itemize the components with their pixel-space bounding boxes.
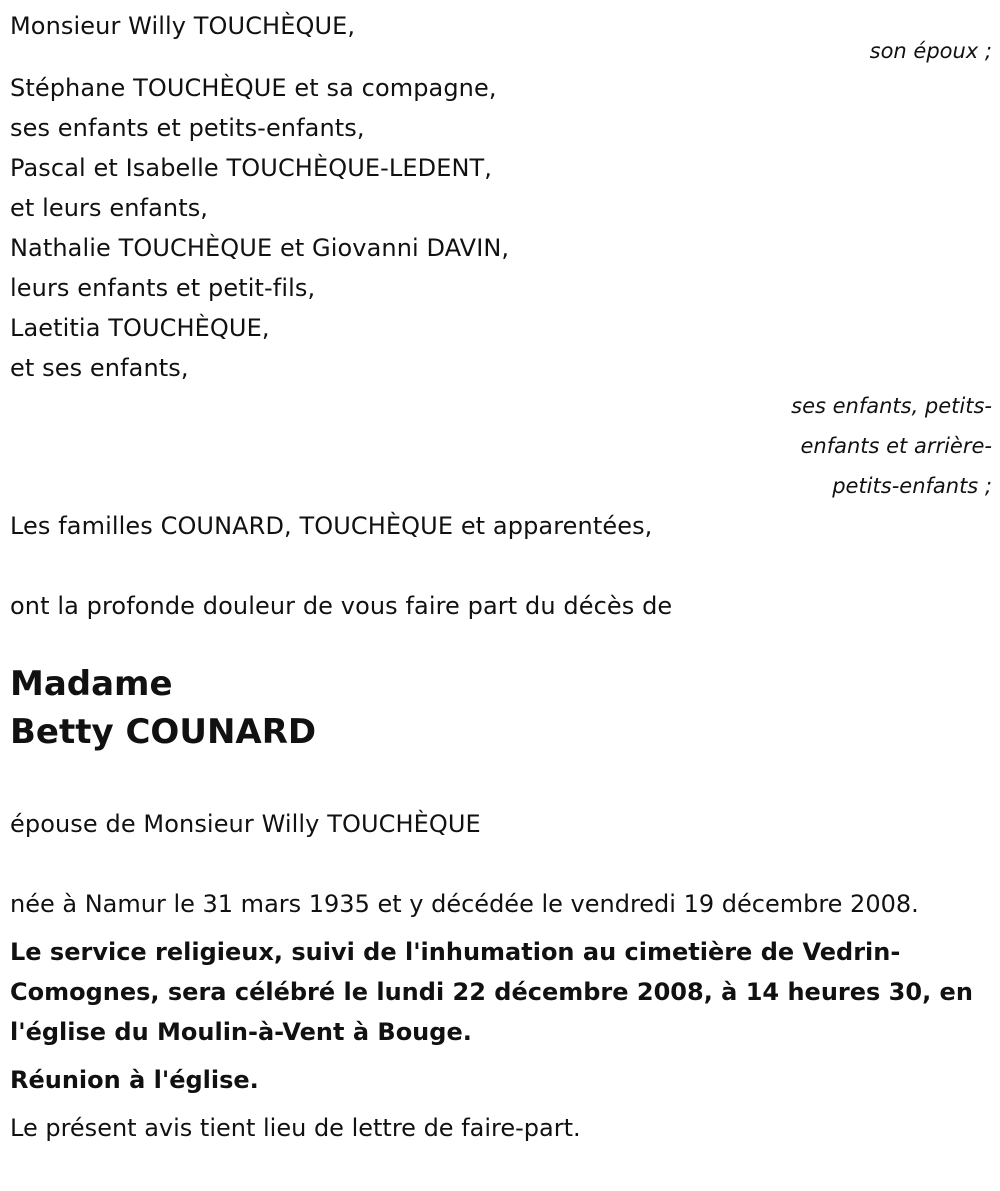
children-role-line: petits-enfants ; [832, 474, 992, 498]
service-paragraph: Le service religieux, suivi de l'inhumation au cimetière de Vedrin-Comognes, sera célébré le lundi 22 décembre 2008, à 14 heures 30, en l'église du Moulin-à-Vent à Bouge. [10, 938, 973, 1046]
husband-role: son époux ; [869, 39, 992, 63]
children-role [10, 386, 992, 506]
children-role-line: ses enfants, petits- [791, 394, 992, 418]
children-line: et ses enfants, [10, 354, 189, 382]
birth-death-paragraph: née à Namur le 31 mars 1935 et y décédée le vendredi 19 décembre 2008. [10, 890, 919, 918]
obituary-notice [10, 6, 992, 1148]
children-role-line: enfants et arrière- [800, 434, 992, 458]
children-line: et leurs enfants, [10, 194, 209, 222]
announcement-line: ont la profonde douleur de vous faire part du décès de [10, 592, 673, 620]
children-line: Pascal et Isabelle TOUCHÈQUE-LEDENT, [10, 154, 493, 182]
children-list [10, 68, 992, 388]
children-line: leurs enfants et petit-fils, [10, 274, 316, 302]
families-line: Les familles COUNARD, TOUCHÈQUE et apparentées, [10, 512, 653, 540]
meeting-line: Réunion à l'église. [10, 1066, 259, 1094]
children-line: Nathalie TOUCHÈQUE et Giovanni DAVIN, [10, 234, 510, 262]
notice-line: Le présent avis tient lieu de lettre de faire-part. [10, 1114, 581, 1142]
children-line: ses enfants et petits-enfants, [10, 114, 365, 142]
children-line: Stéphane TOUCHÈQUE et sa compagne, [10, 74, 497, 102]
children-line: Laetitia TOUCHÈQUE, [10, 314, 270, 342]
deceased-fullname: Betty COUNARD [10, 712, 317, 752]
husband-line: Monsieur Willy TOUCHÈQUE, [10, 12, 356, 40]
deceased-title: Madame [10, 664, 173, 704]
deceased-name [10, 660, 992, 756]
spouse-of-line: épouse de Monsieur Willy TOUCHÈQUE [10, 810, 481, 838]
